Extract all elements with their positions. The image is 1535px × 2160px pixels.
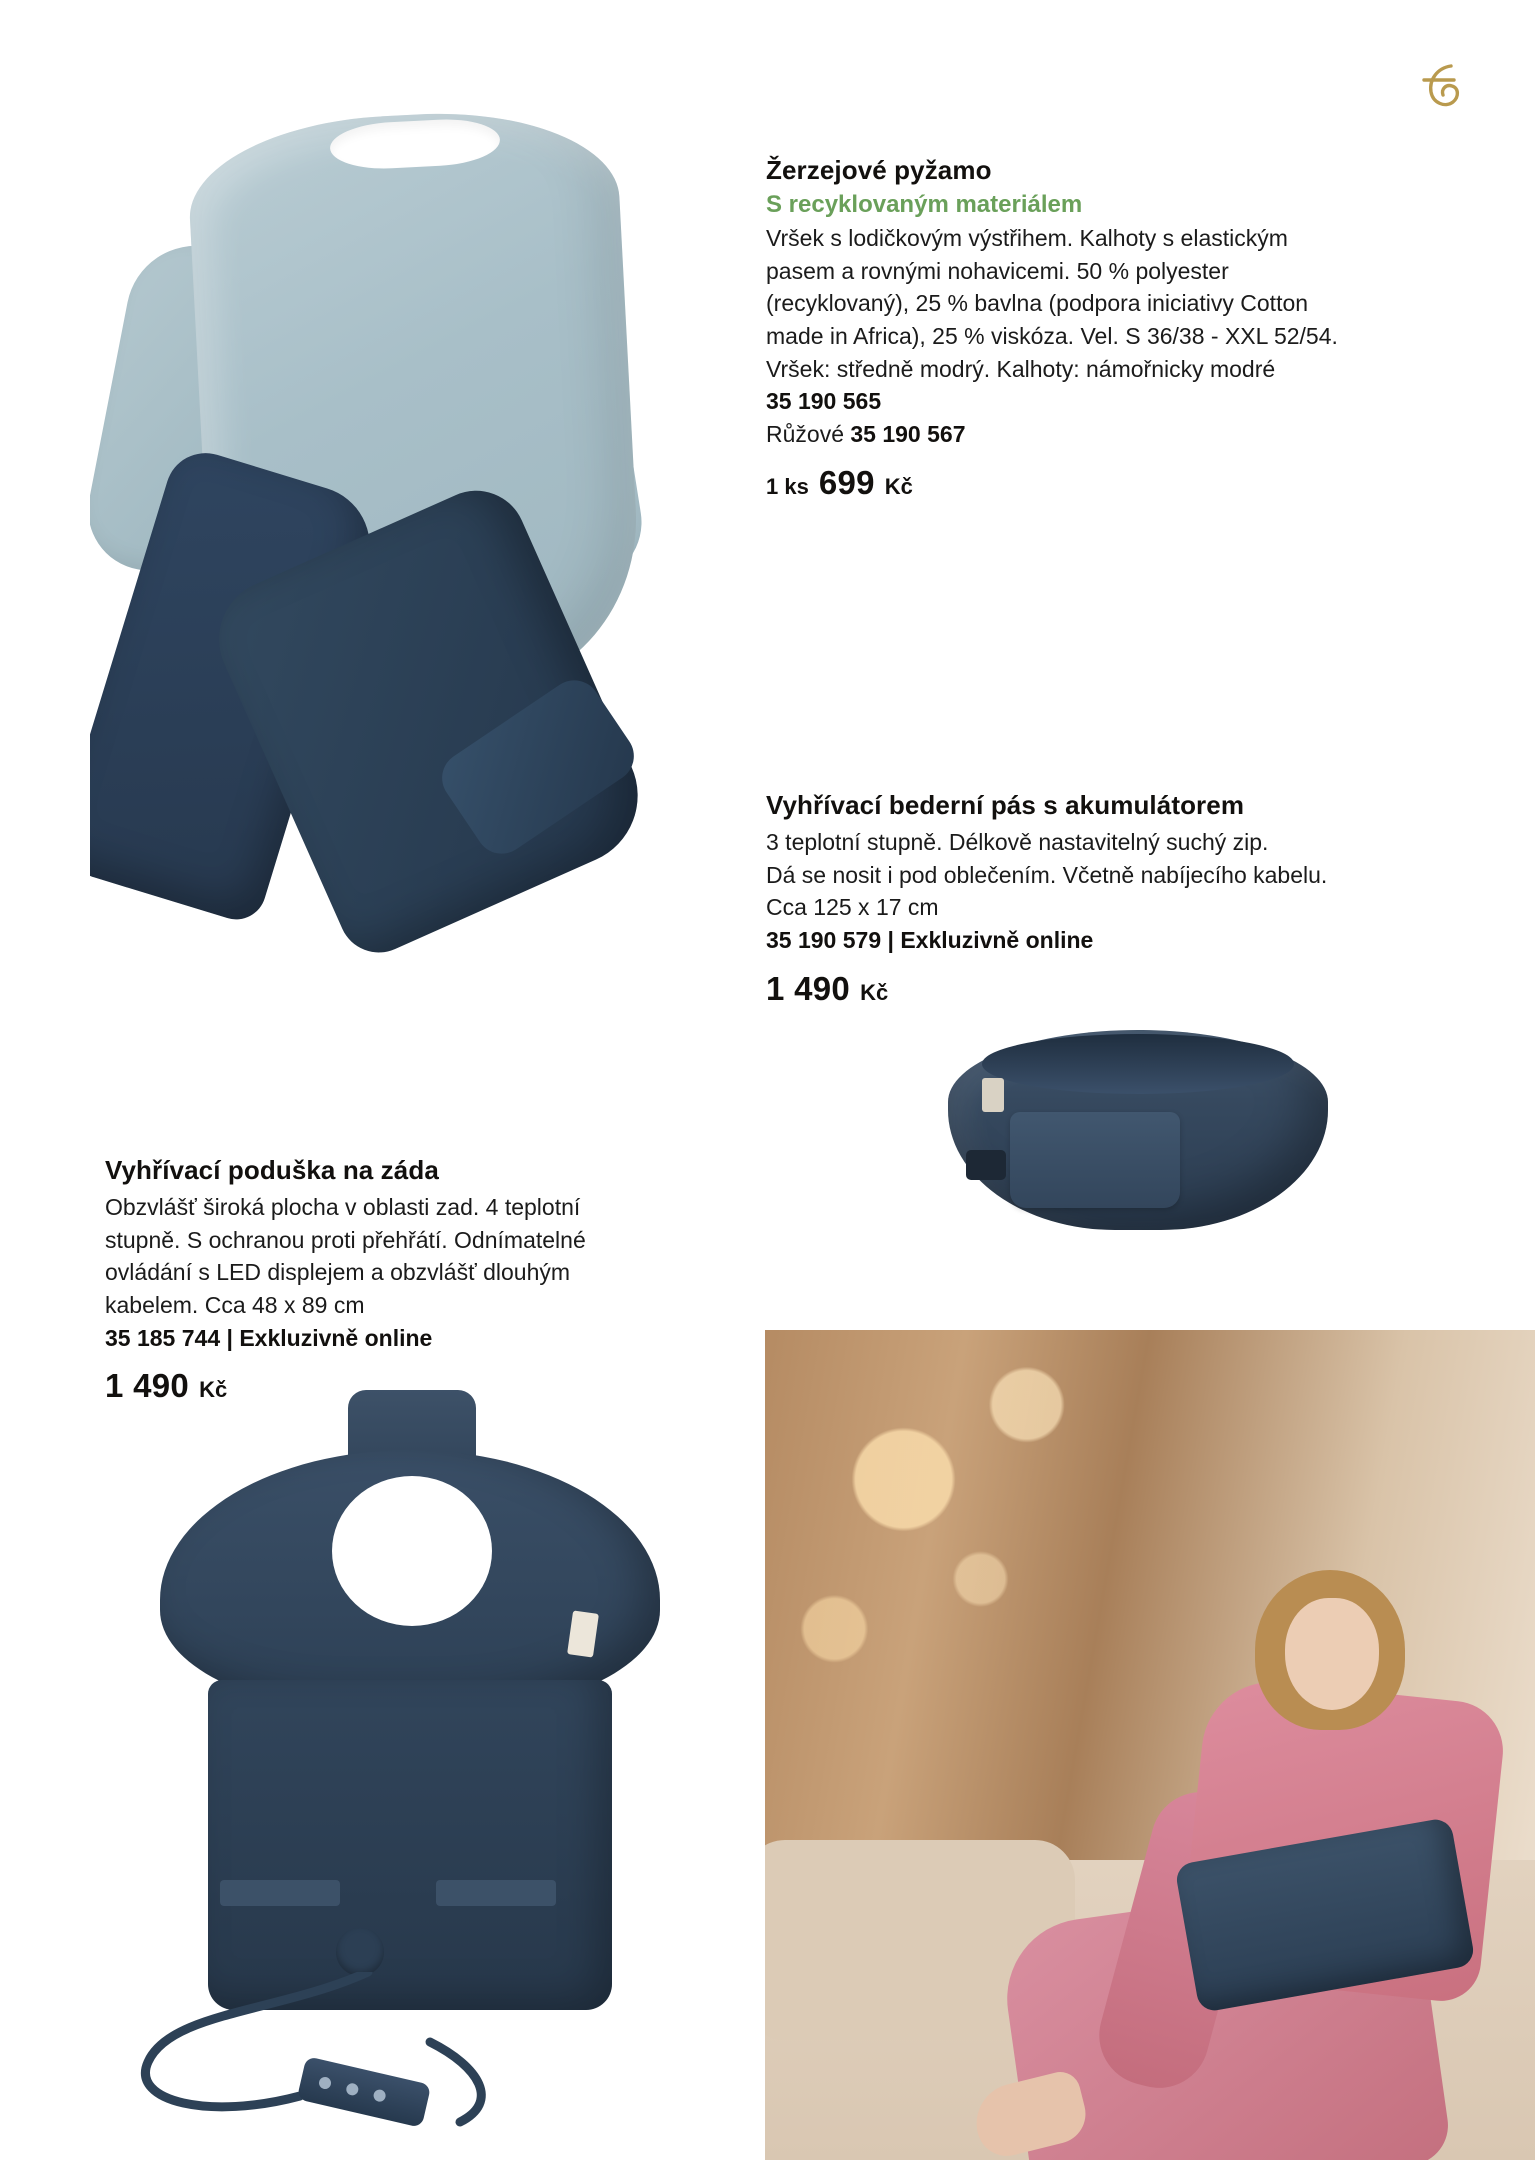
product-description	[766, 222, 1466, 385]
description-line: (recyklovaný), 25 % bavlna (podpora iniciativy Cotton	[766, 290, 1309, 317]
pad-strap-right	[436, 1880, 556, 1906]
description-line: 3 teplotní stupně. Délkově nastavitelný suchý zip.	[766, 829, 1269, 855]
description-line: Vršek s lodičkovým výstřihem. Kalhoty s elastickým	[766, 225, 1288, 251]
currency-label: Kč	[860, 979, 889, 1005]
description-line: made in Africa), 25 % viskóza. Vel. S 36/38 - XXL 52/54.	[766, 322, 1338, 349]
price-row	[766, 464, 1466, 502]
belt-label-tag	[982, 1078, 1004, 1112]
description-line: pasem a rovnými nohavicemi. 50 % polyester	[766, 257, 1229, 284]
pad-connector-knob	[336, 1928, 384, 1976]
woman-wearing-heating-belt-lifestyle-photo	[765, 1330, 1535, 2160]
description-line: Obzvlášť široká plocha v oblasti zad. 4 teplotní	[105, 1194, 581, 1220]
product-subtitle: S recyklovaným materiálem	[766, 191, 1083, 218]
pad-back-section	[208, 1680, 612, 2010]
price-value: 699	[818, 463, 875, 501]
product-block-heating-belt	[766, 790, 1456, 1008]
lifestyle-model	[955, 1540, 1515, 2160]
description-line: ovládání s LED displejem a obzvlášť dlouhým	[105, 1259, 571, 1286]
product-title: Žerzejové pyžamo	[766, 155, 992, 185]
belt-battery-pocket	[1010, 1112, 1180, 1208]
description-line: Dá se nosit i pod oblečením. Včetně nabíjecího kabelu.	[766, 861, 1328, 888]
currency-label: Kč	[884, 473, 913, 499]
variant-label: Růžové	[766, 420, 844, 447]
belt-opening	[982, 1034, 1294, 1094]
price-value: 1 490	[766, 969, 851, 1007]
belt-controller	[966, 1150, 1006, 1180]
description-line: Cca 125 x 17 cm	[766, 894, 939, 921]
price-value: 1 490	[105, 1367, 190, 1405]
description-line: kabelem. Cca 48 x 89 cm	[105, 1291, 365, 1318]
variant-line	[766, 418, 1466, 451]
model-face	[1285, 1598, 1379, 1710]
heating-back-pad-product-photo	[100, 1380, 720, 2140]
article-number: 35 185 744 | Exkluzivně online	[105, 1324, 433, 1351]
quantity-label: 1 ks	[766, 473, 809, 499]
currency-label: Kč	[199, 1377, 228, 1403]
pyjama-product-photo	[90, 95, 730, 1105]
product-block-pyjama	[766, 155, 1466, 502]
product-title: Vyhřívací bederní pás s akumulátorem	[766, 790, 1245, 820]
pad-strap-left	[220, 1880, 340, 1906]
description-line: stupně. S ochranou proti přehřátí. Odnímatelné	[105, 1226, 586, 1253]
brand-logo-icon	[1407, 58, 1473, 124]
variant-article-number: 35 190 567	[850, 420, 966, 447]
article-number: 35 190 565	[766, 388, 882, 415]
article-number: 35 190 579 | Exkluzivně online	[766, 926, 1094, 953]
product-title: Vyhřívací poduška na záda	[105, 1155, 439, 1185]
product-description	[766, 826, 1456, 924]
product-block-heating-pad	[105, 1155, 705, 1405]
heating-belt-product-photo	[930, 1000, 1350, 1270]
product-description	[105, 1191, 705, 1322]
description-line: Vršek: středně modrý. Kalhoty: námořnicky modré	[766, 355, 1276, 382]
pad-neck-opening	[332, 1476, 492, 1626]
